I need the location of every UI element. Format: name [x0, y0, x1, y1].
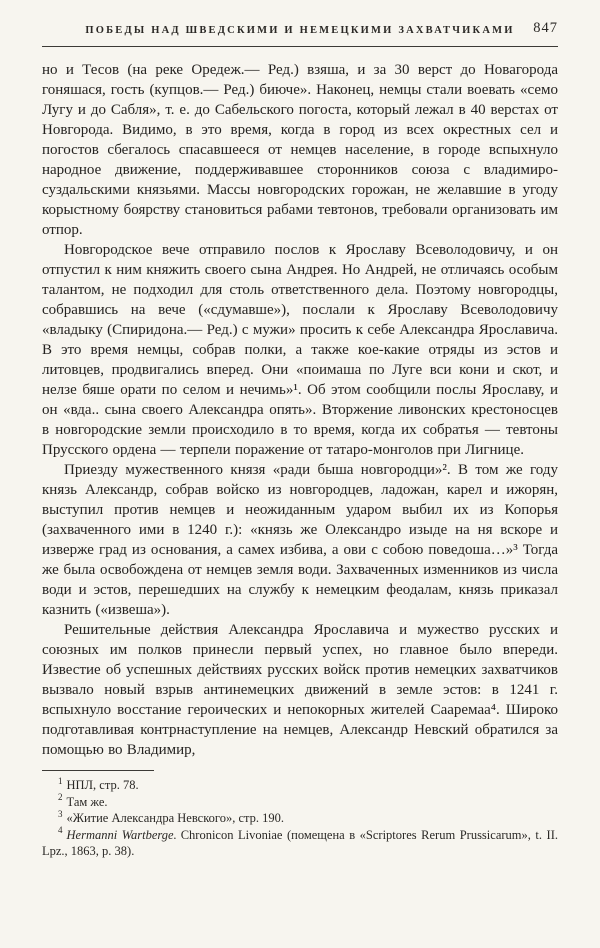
footnote-4 — [42, 827, 558, 860]
footnote-rule — [42, 770, 154, 771]
footnote-3 — [42, 810, 558, 827]
footnote-2-text: Там же. — [66, 794, 108, 809]
footnote-1-text: НПЛ, стр. 78. — [66, 778, 139, 792]
footnote-1 — [42, 777, 558, 794]
footnote-2 — [42, 794, 558, 811]
paragraph-2: Новгородское вече отправило послов к Ярославу Всеволодовичу, и он отпустил к ним княжить своего сына Андрея. Но Андрей, не отличаясь особым талантом, не подходил для столь ответственного дела. Поэтому новгородцы, собравшись на вече («сдумавше»), послали к Ярославу Всеволодовичу «владыку (Спиридона.— Ред.) с мужи» просить к себе Александра Ярославича. В это время немцы, собрав полки, а также кое-какие отряды из эстов и литовцев, продвигались вперед. Они «поимаша по Луге вси кони и скот, и нелзе бяше орати по селом и нечимь»¹. Об этом сообщили послы Ярославу, и он «вда.. сына своего Александра опять». Вторжение ливонских крестоносцев в новгородские земли происходило в то время, когда их собратья — тевтоны Прусского ордена — терпели поражение от татаро-монголов при Лигнице. — [42, 242, 558, 458]
paragraph-4: Решительные действия Александра Ярославича и мужество русских и союзных им полков принесли первый успех, но главное было впереди. Известие об успешных действиях русских войск против немецких захватчиков вызвало новый взрыв антинемецких движений в земле эстов: в 1241 г. вспыхнуло восстание героических и непокорных жителей Сааремаа⁴. Широко подготавливая контрнаступление на немцев, Александр Невский обратился за помощью во Владимир, — [42, 622, 558, 758]
footnote-4-author: Hermanni Wartberge. — [66, 827, 177, 842]
header-rule — [42, 46, 558, 47]
footnotes-section — [42, 770, 558, 860]
footnote-3-text: «Житие Александра Невского», стр. 190. — [66, 811, 285, 825]
running-title: ПОБЕДЫ НАД ШВЕДСКИМИ И НЕМЕЦКИМИ ЗАХВАТЧИКАМИ — [85, 25, 515, 36]
paragraph-1: но и Тесов (на реке Оредеж.— Ред.) взяша, и за 30 верст до Новагорода гоняшася, гость (купцов.— Ред.) биюче». Наконец, немцы стали воевать «семо Лугу и до Сабля», т. е. до Сабельского погоста, который лежал в 40 верстах от Новгорода. Видимо, в это время, когда в город из всех окрестных сел и погостов сбегалось спасавшееся от немцев население, в городе вспыхнуло народное движение, поддерживавшее сторонников союза с владимиро-суздальскими князьями. Массы новгородских горожан, не желавшие в угоду корыстному боярству становиться рабами тевтонов, требовали организовать им отпор. — [42, 62, 558, 238]
paragraph-3: Приезду мужественного князя «ради быша новгородци»². В том же году князь Александр, собрав войско из новгородцев, ладожан, карел и ижорян, выступил против немцев и неожиданным ударом выбил их из Копорья (захваченного ими в 1240 г.): «князь же Олександро изыде на ня вскоре и изверже град из основания, а самех избива, а ови с собою поведоша…»³ Тогда же была освобождена от немцев земля води. Захваченных изменников из числа води и эстов, перешедших на службу к немецким феодалам, князь приказал казнить («извеша»). — [42, 462, 558, 618]
page-header — [42, 18, 558, 42]
footnote-2-marker: 2 — [58, 792, 63, 803]
footnote-1-marker: 1 — [58, 775, 63, 786]
body-text — [42, 60, 558, 760]
footnote-3-marker: 3 — [58, 808, 63, 819]
footnote-4-text: Chronicon Livoniae (помещена в «Scriptores Rerum Prussicarum», t. II. Lpz., 1863, p. 38). — [42, 827, 558, 858]
footnote-4-marker: 4 — [58, 825, 63, 836]
page-number: 847 — [533, 20, 558, 36]
